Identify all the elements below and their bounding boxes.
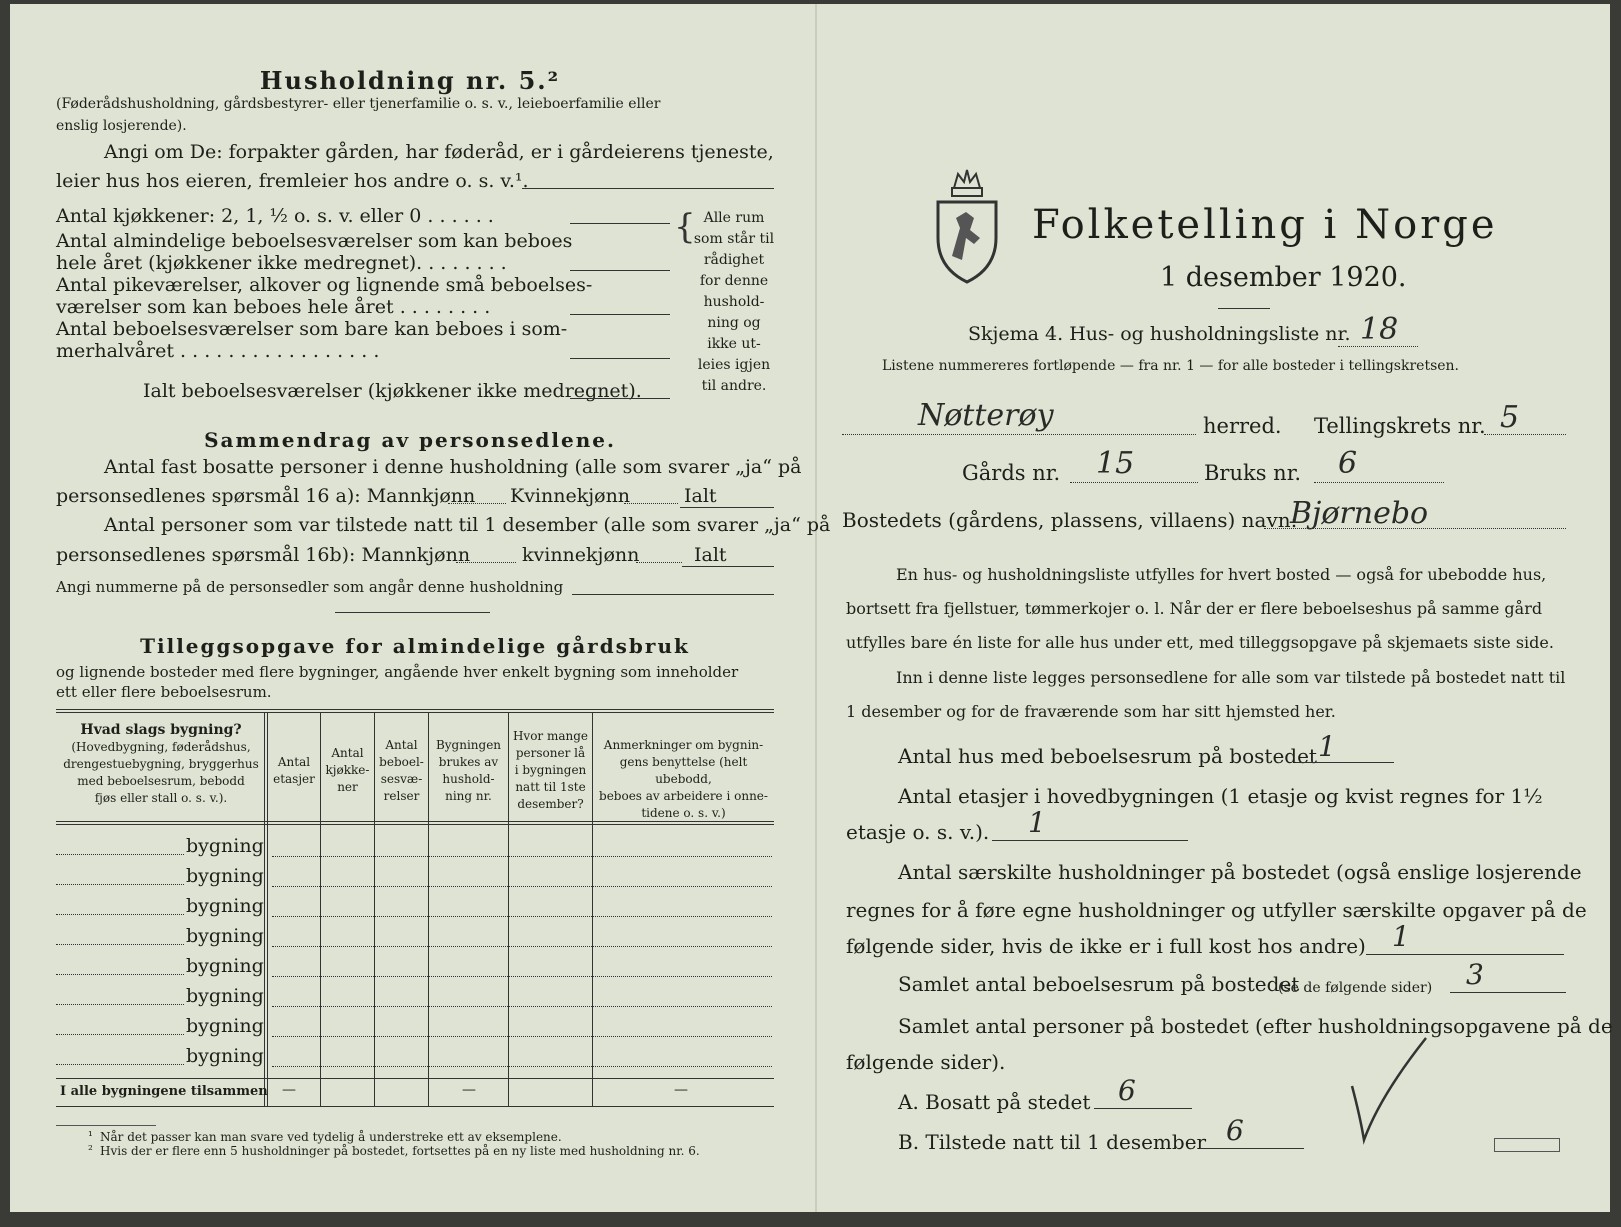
table-row: bygning	[186, 925, 264, 947]
hus-label: Antal hus med beboelsesrum på bostedet	[898, 744, 1317, 768]
title-divider	[1218, 308, 1270, 309]
checkmark-icon	[1350, 1036, 1430, 1146]
info-5: 1 desember og for de fraværende som har sitt hjemsted her.	[846, 702, 1336, 721]
herred-label: herred.	[1203, 414, 1282, 438]
summary-2-total-line[interactable]	[682, 566, 774, 567]
samlet-rum-line	[1450, 992, 1566, 993]
krets-value[interactable]: 5	[1500, 400, 1520, 435]
hush-line	[1366, 954, 1564, 955]
angi-line-1: Angi om De: forpakter gården, har føderåd, er i gårdeierens tjeneste,	[104, 141, 774, 163]
total-household-dash: —	[462, 1082, 476, 1098]
herred-line	[842, 434, 1196, 435]
krets-line	[1484, 434, 1566, 435]
summary-1b: personsedlenes spørsmål 16 a): Mannkjønn	[56, 485, 476, 507]
col-rooms-header: Antal beboel- sesvæ- relser	[379, 738, 424, 803]
krets-label: Tellingskrets nr.	[1314, 414, 1486, 438]
total-floors-dash: —	[282, 1082, 296, 1098]
census-date: 1 desember 1920.	[1160, 262, 1407, 293]
household-subtitle-1: (Føderådshusholdning, gårdsbestyrer- eller tjenerfamilie o. s. v., leieboerfamilie eller	[56, 96, 661, 112]
printer-stamp-icon	[1494, 1138, 1560, 1152]
bruks-label: Bruks nr.	[1204, 461, 1302, 485]
col-persons-header: Hvor mange personer lå i bygningen natt til 1ste desember?	[512, 729, 589, 811]
summary-2-male-line[interactable]	[456, 562, 516, 563]
rooms-3b: merhalvåret . . . . . . . . . . . . . . . . .	[56, 340, 380, 362]
skjema-label: Skjema 4. Hus- og husholdningsliste nr.	[968, 323, 1351, 345]
rooms-1a: Antal almindelige beboelsesværelser som kan beboes	[56, 230, 573, 252]
summary-1-total-line[interactable]	[680, 507, 774, 508]
table-row: bygning	[186, 895, 264, 917]
samlet-rum-label: Samlet antal beboelsesrum på bostedet	[898, 972, 1300, 996]
table-row: bygning	[186, 865, 264, 887]
tillegg-2: ett eller flere beboelsesrum.	[56, 683, 272, 701]
hush-2: regnes for å føre egne husholdninger og utfyller særskilte opgaver på de	[846, 898, 1587, 922]
col-floors-header: Antal etasjer	[273, 755, 315, 786]
skjema-number[interactable]: 18	[1360, 312, 1399, 347]
summary-2-female-label: kvinnekjønn	[522, 544, 640, 566]
table-total-label: I alle bygningene tilsammen	[60, 1084, 268, 1099]
summary-2-total-label: Ialt	[694, 544, 727, 566]
summary-2b: personsedlenes spørsmål 16b): Mannkjønn	[56, 544, 471, 566]
tilstede-value[interactable]: 6	[1226, 1114, 1244, 1147]
samlet-pers-1: Samlet antal personer på bostedet (efter husholdningsopgavene på de	[898, 1014, 1613, 1038]
household-subtitle-2: enslig losjerende).	[56, 118, 187, 134]
footnote-divider	[56, 1125, 156, 1126]
bosatt-value[interactable]: 6	[1118, 1074, 1136, 1107]
side-note: Alle rum som står til rådighet for denne hushold- ning og ikke ut- leies igjen til andre.	[693, 210, 775, 394]
etasjer-value[interactable]: 1	[1028, 806, 1046, 839]
hus-line	[1296, 762, 1394, 763]
listene-note: Listene nummereres fortløpende — fra nr. 1 — for alle bosteder i tellingskretsen.	[882, 358, 1460, 374]
gards-line	[1070, 482, 1198, 483]
samlet-pers-2: følgende sider).	[846, 1050, 1006, 1074]
table-row: bygning	[186, 1015, 264, 1037]
summary-2a: Antal personer som var tilstede natt til 1 desember (alle som svarer „ja“ på	[104, 514, 831, 536]
summary-3-answer-line[interactable]	[572, 594, 774, 595]
info-4: Inn i denne liste legges personsedlene for alle som var tilstede på bostedet natt til	[896, 668, 1566, 687]
info-2: bortsett fra fjellstuer, tømmerkojer o. l. Når der er flere beboelseshus på samme gård	[846, 599, 1543, 618]
herred-value[interactable]: Nøtterøy	[918, 398, 1054, 433]
page-fold	[815, 4, 817, 1212]
hus-value[interactable]: 1	[1318, 730, 1336, 763]
gards-value[interactable]: 15	[1096, 446, 1135, 481]
col-building-type-header: Hvad slags bygning? (Hovedbygning, føderådshus, drengestuebygning, bryggerhus med beboelsesrum, bebodd fjøs eller stall o. s. v.).	[63, 722, 259, 805]
brace-mark: {	[674, 207, 696, 247]
tillegg-title: Tilleggsopgave for almindelige gårdsbruk	[140, 634, 690, 658]
etasjer-1: Antal etasjer i hovedbygningen (1 etasje og kvist regnes for 1½	[898, 784, 1543, 808]
table-row: bygning	[186, 985, 264, 1007]
summary-1a: Antal fast bosatte personer i denne husholdning (alle som svarer „ja“ på	[104, 456, 802, 478]
rooms-1-answer-line[interactable]	[570, 270, 670, 271]
rooms-3-answer-line[interactable]	[570, 358, 670, 359]
summary-1-female-label: Kvinnekjønn	[510, 485, 631, 507]
hush-1: Antal særskilte husholdninger på bostedet (også enslige losjerende	[898, 860, 1582, 884]
household-title: Husholdning nr. 5.²	[259, 66, 561, 95]
etasjer-line	[992, 840, 1188, 841]
rooms-2a: Antal pikeværelser, alkover og lignende små beboelses-	[56, 274, 593, 296]
coat-of-arms-icon	[934, 168, 1000, 286]
rooms-total-answer-line[interactable]	[570, 398, 670, 399]
summary-1-total-label: Ialt	[684, 485, 717, 507]
summary-1-male-line[interactable]	[448, 503, 506, 504]
angi-line-2: leier hus hos eieren, fremleier hos andre o. s. v.¹.	[56, 170, 529, 192]
table-row: bygning	[186, 1045, 264, 1067]
col-household-header: Bygningen brukes av hushold- ning nr.	[435, 738, 502, 803]
tilstede-line	[1200, 1148, 1304, 1149]
total-remarks-dash: —	[674, 1082, 688, 1098]
table-row: bygning	[186, 955, 264, 977]
table-row: bygning	[186, 835, 264, 857]
rooms-total-label: Ialt beboelsesværelser (kjøkkener ikke medregnet).	[143, 380, 642, 402]
footnote-2-mark: ²	[88, 1143, 93, 1157]
col-kitchens-header: Antal kjøkke- ner	[325, 746, 370, 794]
rooms-1b: hele året (kjøkkener ikke medregnet). . . . . . . .	[56, 252, 507, 274]
bosted-value[interactable]: Bjørnebo	[1290, 496, 1429, 531]
census-title: Folketelling i Norge	[1032, 202, 1498, 248]
summary-2-female-line[interactable]	[636, 562, 682, 563]
footnote-1-mark: ¹	[88, 1129, 93, 1143]
rooms-3a: Antal beboelsesværelser som bare kan beboes i som-	[56, 318, 568, 340]
bosatt-line	[1094, 1108, 1192, 1109]
rooms-2b: værelser som kan beboes hele året . . . . . . . .	[56, 296, 491, 318]
col-remarks-header: Anmerkninger om bygnin- gens benyttelse (helt ubebodd, beboes av arbeidere i onne- tidene o. s. v.)	[599, 738, 768, 820]
bruks-line	[1314, 482, 1444, 483]
section-divider	[335, 612, 490, 613]
skjema-number-line	[1338, 346, 1418, 347]
angi-answer-line[interactable]	[522, 188, 774, 189]
footnote-2: Hvis der er flere enn 5 husholdninger på bostedet, fortsettes på en ny liste med husholdning nr. 6.	[100, 1144, 700, 1158]
samlet-rum-value[interactable]: 3	[1466, 958, 1484, 991]
summary-1-female-line[interactable]	[624, 503, 678, 504]
bosted-line	[1264, 528, 1566, 529]
gards-label: Gårds nr.	[962, 461, 1061, 485]
samlet-rum-note: (se de følgende sider)	[1278, 980, 1433, 996]
kitchens-label: Antal kjøkkener: 2, 1, ½ o. s. v. eller 0 . . . . . .	[56, 205, 494, 227]
bosatt-label: A. Bosatt på stedet	[898, 1090, 1091, 1114]
etasjer-2: etasje o. s. v.).	[846, 820, 990, 844]
summary-3: Angi nummerne på de personsedler som angår denne husholdning	[56, 578, 564, 596]
info-3: utfylles bare én liste for alle hus under ett, med tilleggsopgave på skjemaets siste side.	[846, 633, 1554, 652]
summary-title: Sammendrag av personsedlene.	[204, 428, 616, 452]
footnote-1: Når det passer kan man svare ved tydelig å understreke ett av eksemplene.	[100, 1130, 562, 1144]
info-1: En hus- og husholdningsliste utfylles for hvert bosted — også for ubebodde hus,	[896, 565, 1547, 584]
tillegg-1: og lignende bosteder med flere bygninger, angående hver enkelt bygning som inneholder	[56, 663, 739, 681]
hush-3: følgende sider, hvis de ikke er i full kost hos andre)	[846, 934, 1366, 958]
bruks-value[interactable]: 6	[1338, 446, 1358, 481]
tilstede-label: B. Tilstede natt til 1 desember	[898, 1130, 1207, 1154]
bosted-label: Bostedets (gårdens, plassens, villaens) navn:	[842, 508, 1298, 532]
rooms-2-answer-line[interactable]	[570, 314, 670, 315]
hush-value[interactable]: 1	[1392, 920, 1410, 953]
kitchens-answer-line[interactable]	[570, 223, 670, 224]
